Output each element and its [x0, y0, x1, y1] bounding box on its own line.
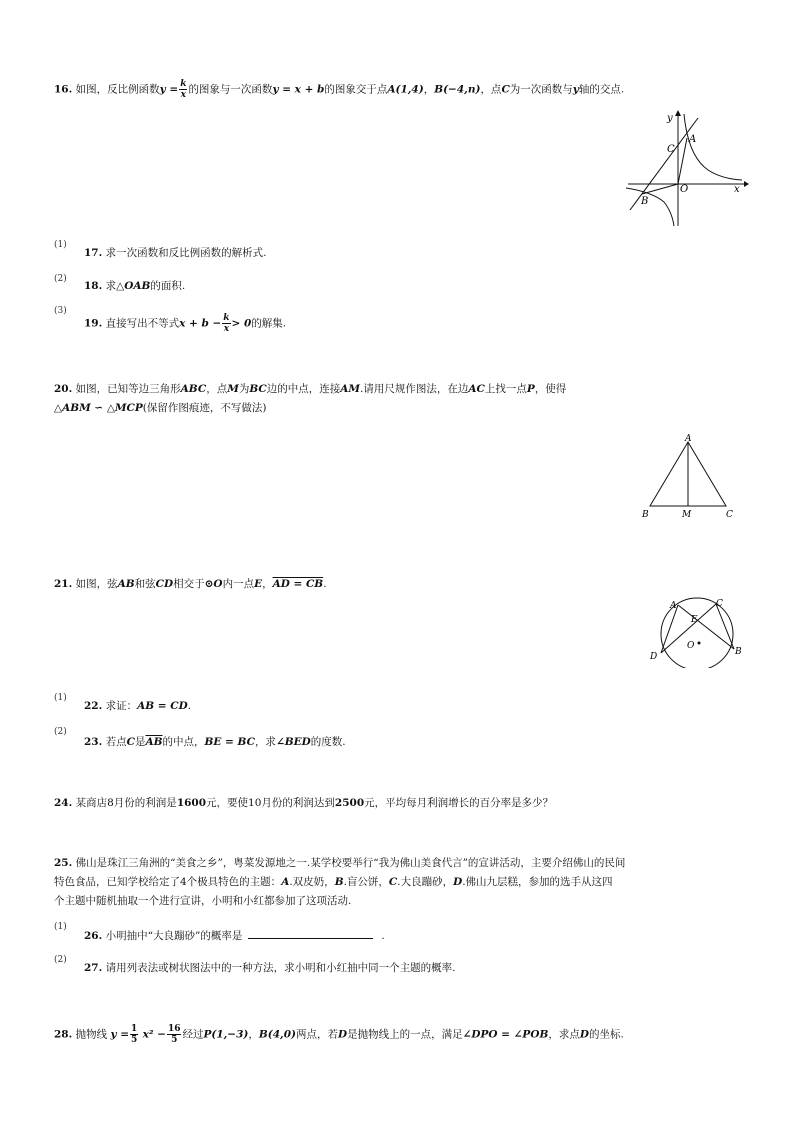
sub-index: (1): [54, 693, 67, 703]
question-26: 26. 小明抽中“大良蹦砂”的概率是 .: [84, 930, 385, 942]
sub-index: (2): [54, 727, 67, 737]
label-y: y: [667, 113, 673, 124]
figure-16-graph: [622, 108, 750, 230]
sub-index: (1): [54, 240, 67, 250]
figure-20-triangle: [636, 432, 740, 522]
x-axis-arrow: [744, 181, 749, 187]
label-b: B: [735, 647, 742, 657]
answer-blank[interactable]: [248, 928, 373, 939]
sub-index: (2): [54, 274, 67, 284]
figure-21-circle: [646, 596, 746, 668]
label-b: B: [641, 196, 649, 207]
question-number: 22.: [84, 700, 103, 712]
label-e: E: [691, 615, 698, 625]
segment-oa: [678, 138, 687, 184]
label-m: M: [682, 510, 692, 520]
q16-line-expr: y = x + b: [272, 83, 325, 96]
question-number: 20.: [54, 383, 73, 395]
label-b: B: [642, 510, 649, 520]
label-a: A: [670, 601, 677, 611]
point-a: A(1,4): [387, 83, 424, 96]
label-a: A: [689, 134, 697, 145]
question-19: 19. 直接写出不等式x + b − $\frac{k}{x}$ > 0的解集.: [84, 313, 287, 334]
question-23: 23. 若点C是$\overline{AB}$的中点，BE = BC，求∠BED的度数.: [84, 736, 346, 748]
question-20-line-2: △ABM ∽ △MCP(保留作图痕迹，不写做法): [54, 402, 267, 414]
hyperbola-branch-2: [626, 188, 674, 226]
question-25-line-3: 个主题中随机抽取一个进行宣讲，小明和小红都参加了这项活动.: [54, 895, 352, 907]
question-16: 16. 如图，反比例函数y = $\frac{k}{x}$ 的图象与一次函数y = x + b的图象交于点A(1,4)，B(−4,n)，点C为一次函数与y轴的交点.: [54, 79, 625, 100]
question-number: 23.: [84, 736, 103, 748]
question-number: 16.: [54, 83, 73, 96]
label-c: C: [716, 599, 723, 609]
label-o: O: [680, 184, 689, 195]
question-25-line-2: 特色食品，已知学校给定了4个极具特色的主题：A.双皮奶，B.盲公饼，C.大良蹦砂，D.佛山九层糕，参加的选手从这四: [54, 876, 613, 888]
question-28: 28. 抛物线 y = $\frac{1}{5}$ x² − $\frac{16}{5}$ 经过P(1,−3)，B(4,0)两点，若D是抛物线上的一点，满足∠DPO = ∠POB，求点D的坐标.: [54, 1024, 624, 1045]
q28-fraction-2: $\frac{16}{5}$: [167, 1024, 181, 1045]
label-x: x: [734, 184, 740, 195]
question-25-line-1: 25. 佛山是珠江三角洲的“美食之乡”，粤菜发源地之一.某学校要举行“我为佛山美食代言”的宣讲活动，主要介绍佛山的民间: [54, 857, 626, 869]
question-17: 17. 求一次函数和反比例函数的解析式.: [84, 247, 267, 259]
sub-index: (3): [54, 306, 67, 316]
question-number: 24.: [54, 797, 73, 809]
question-number: 27.: [84, 962, 103, 974]
y-axis-arrow: [675, 110, 681, 116]
question-24: 24. 某商店8月份的利润是1600元，要使10月份的利润达到2500元，平均每月利润增长的百分率是多少？: [54, 797, 554, 809]
question-number: 28.: [54, 1028, 73, 1041]
label-o: O: [687, 641, 695, 651]
label-c: C: [726, 510, 733, 520]
sub-index: (1): [54, 922, 67, 932]
q16-fraction: $\frac{k}{x}$: [180, 79, 187, 100]
segment-ob: [642, 184, 678, 194]
question-20-line-1: 20. 如图，已知等边三角形ABC，点M为BC边的中点，连接AM.请用尺规作图法，在边AC上找一点P，使得: [54, 383, 567, 395]
question-21: 21. 如图，弦AB和弦CD相交于⊙O内一点E，AD = CB.: [54, 578, 327, 590]
question-number: 25.: [54, 857, 73, 869]
q16-text: 如图，反比例函数: [75, 83, 160, 96]
hyperbola-branch-1: [684, 114, 742, 180]
q16-expr: y =: [159, 83, 179, 96]
label-a: A: [685, 434, 692, 444]
label-c: C: [667, 144, 675, 155]
question-number: 18.: [84, 280, 103, 292]
arc-equality: AD = CB: [272, 578, 324, 590]
sub-index: (2): [54, 955, 67, 965]
question-22: 22. 求证：AB = CD.: [84, 700, 192, 712]
center-point: [698, 642, 701, 645]
question-27: 27. 请用列表法或树状图法中的一种方法，求小明和小红抽中同一个主题的概率.: [84, 962, 456, 974]
q28-fraction-1: $\frac{1}{5}$: [131, 1024, 138, 1045]
question-number: 19.: [84, 317, 103, 330]
question-number: 17.: [84, 247, 103, 259]
question-18: 18. 求△OAB的面积.: [84, 280, 186, 292]
q19-fraction: $\frac{k}{x}$: [223, 313, 230, 334]
label-d: D: [650, 652, 658, 662]
point-b: B(−4,n): [434, 83, 481, 96]
question-number: 21.: [54, 578, 73, 590]
question-number: 26.: [84, 930, 103, 942]
